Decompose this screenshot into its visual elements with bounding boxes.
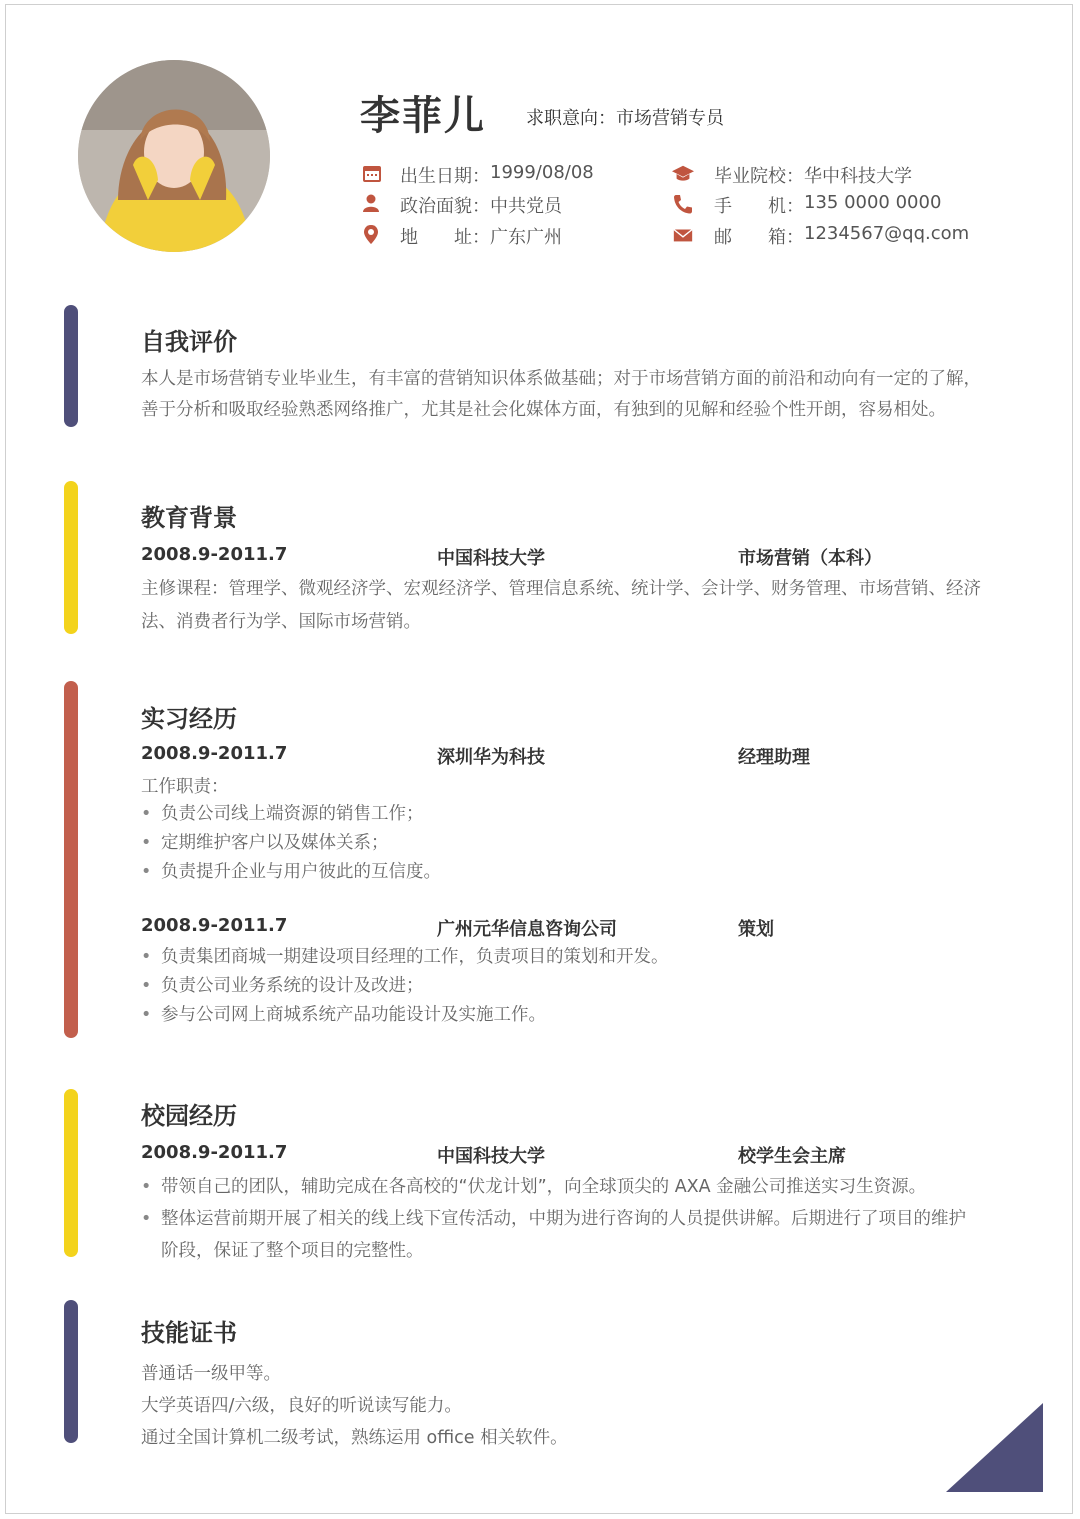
section-title-skills: 技能证书 — [141, 1319, 237, 1347]
job-intent: 求职意向：市场营销专员 — [526, 108, 724, 129]
list-item: • 负责提升企业与用户彼此的互信度。 — [141, 862, 441, 882]
education-courses: 主修课程：管理学、微观经济学、宏观经济学、管理信息系统、统计学、会计学、财务管理、市场营销、经济 法、消费者行为学、国际市场营销。 — [141, 579, 981, 632]
education-school: 中国科技大学 — [437, 548, 545, 569]
education-major: 市场营销（本科） — [738, 548, 882, 569]
section-bar-education — [64, 481, 78, 634]
graduation-cap-icon — [672, 163, 694, 185]
location-pin-icon — [362, 224, 384, 246]
candidate-name: 李菲儿 — [360, 93, 486, 139]
self-eval-text: 本人是市场营销专业毕业生，有丰富的营销知识体系做基础；对于市场营销方面的前沿和动向有一定的了解， 善于分析和吸取经验熟悉网络推广，尤其是社会化媒体方面，有独到的见解和经验个性开朗，容易相处。 — [141, 369, 981, 420]
section-title-education: 教育背景 — [141, 504, 237, 532]
phone-icon — [672, 193, 694, 215]
section-bar-skills — [64, 1300, 78, 1443]
section-bar-self-eval — [64, 305, 78, 427]
person-icon — [362, 193, 384, 215]
list-item: • 负责公司业务系统的设计及改进； — [141, 976, 424, 996]
list-item-continuation: 阶段，保证了整个项目的完整性。 — [161, 1241, 424, 1261]
section-bar-campus — [64, 1089, 78, 1257]
list-item: • 定期维护客户以及媒体关系； — [141, 833, 389, 853]
skills-text: 普通话一级甲等。 大学英语四/六级，良好的听说读写能力。 通过全国计算机二级考试，熟练运用 office 相关软件。 — [141, 1364, 568, 1448]
list-item: • 负责公司线上端资源的销售工作； — [141, 804, 424, 824]
calendar-icon — [362, 163, 384, 185]
education-period: 2008.9-2011.7 — [141, 544, 288, 565]
list-item: • 带领自己的团队，辅助完成在各高校的“伏龙计划”，向全球顶尖的 AXA 金融公司推送实习生资源。 — [141, 1177, 927, 1197]
job-duties-label: 工作职责： — [141, 777, 229, 797]
list-item: • 整体运营前期开展了相关的线上线下宣传活动，中期为进行咨询的人员提供讲解。后期进行了项目的维护 — [141, 1209, 966, 1229]
section-title-campus: 校园经历 — [141, 1102, 237, 1130]
corner-triangle-decoration — [946, 1403, 1043, 1492]
section-bar-internship — [64, 681, 78, 1038]
list-item: • 负责集团商城一期建设项目经理的工作，负责项目的策划和开发。 — [141, 947, 669, 967]
envelope-icon — [672, 224, 694, 246]
profile-photo — [78, 60, 270, 252]
list-item: • 参与公司网上商城系统产品功能设计及实施工作。 — [141, 1005, 546, 1025]
section-title-internship: 实习经历 — [141, 705, 237, 733]
section-title-self-eval: 自我评价 — [141, 328, 237, 356]
